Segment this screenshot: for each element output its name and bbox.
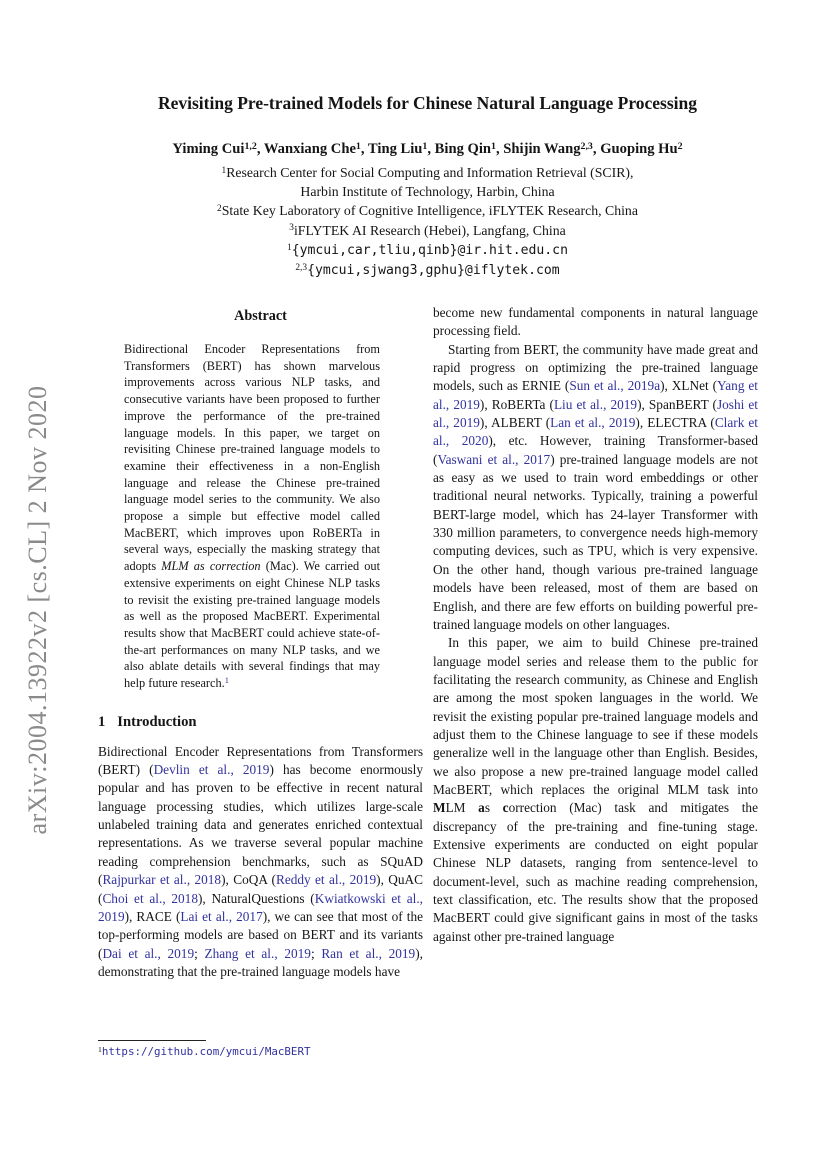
paper-title: Revisiting Pre-trained Models for Chinese Natural Language Processing [157,93,698,113]
text-segment: {ymcui,car,tliu,qinb}@ir.hit.edu.cn [291,242,568,258]
arxiv-watermark: arXiv:2004.13922v2 [cs.CL] 2 Nov 2020 [23,385,52,835]
citation-link[interactable]: Lai et al., 2017 [180,908,263,924]
text-segment: 2 [677,140,683,152]
right-paragraph-1 [433,304,758,341]
text-segment: a [478,800,485,816]
text-segment: ; [310,945,322,961]
right-column [433,304,758,946]
text-segment: Wanxiang Che [263,141,356,157]
citation-link[interactable]: Kwiatkowski et al., 2019 [98,890,423,924]
citation-link[interactable]: Joshi et al., 2019 [433,396,758,431]
text-segment: 2 [217,204,222,215]
text-segment: In this paper, we aim to build Chinese pre-trained language model series and release them to the public for facilitating the research community, as Chinese and English are among the most spoken languages in the world. We revisit the existing popular pre-trained language models and adjust them to the Chinese language to see if these models generalize well in the language other than English. Besides, we also propose a new pre-trained language model called MacBERT, which replaces the original MLM task into [433,635,758,797]
footnote-url-link[interactable]: https://github.com/ymcui/MacBERT [101,1045,311,1058]
text-segment: MLM as correction [161,559,261,574]
text-segment: 3 [289,223,294,234]
citation-link[interactable]: Lan et al., 2019 [550,415,636,431]
section-title: Introduction [117,713,197,730]
text-segment: 1 [491,140,496,152]
text-segment: c [502,800,509,816]
abstract-text [124,341,380,692]
citation-link[interactable]: Ran et al., 2019 [321,945,416,961]
text-segment: , [592,141,601,157]
right-paragraph-3 [433,634,758,946]
text-segment: ), we can see that most of the top-performing models are based on BERT and its variants ( [98,908,423,961]
text-segment: ), RACE ( [124,908,181,924]
footnote-rule [98,1040,206,1041]
affiliation-line-1 [97,163,758,182]
introduction-paragraph-1 [98,743,423,981]
text-segment: iFLYTEK AI Research (Hebei), Langfang, China [293,222,566,238]
citation-link[interactable]: Rajpurkar et al., 2018 [102,872,222,888]
text-segment: {ymcui,sjwang3,gphu}@iflytek.com [307,263,560,279]
citation-link[interactable]: Clark et al., 2020 [433,415,759,449]
citation-link[interactable]: Yang et al., 2019 [433,378,758,412]
citation-link[interactable]: Liu et al., 2019 [553,396,638,412]
text-segment: 1 [98,1044,102,1054]
text-segment: Starting from BERT, the community have made great and rapid progress on optimizing the pre-trained language models, such as ERNIE ( [433,341,758,394]
text-segment: ), ALBERT ( [479,415,551,431]
section-heading-introduction [98,714,423,731]
citation-link[interactable]: Reddy et al., 2019 [275,872,377,888]
text-segment: s [484,800,503,816]
text-segment: (Mac). We carried out extensive experiments on eight Chinese NLP tasks to revisit the existing pre-trained language models as well as the proposed MacBERT. Experimental results show that MacBERT could achieve state-of-the-art performances on many NLP tasks, and we also ablate details with several findings that may help future research. [124,559,380,691]
text-segment: M [433,800,446,816]
text-segment: , [360,141,368,157]
author-line [97,140,758,159]
left-column [98,304,423,981]
text-segment: 1 [422,140,428,152]
text-segment: ), XLNet ( [660,378,717,394]
text-segment: ), QuAC ( [98,872,423,906]
citation-link[interactable]: Dai et al., 2019 [102,945,195,961]
section-number: 1 [98,713,106,730]
text-segment: ; [194,945,205,961]
text-segment: ) has become enormously popular and has proven to be effective in recent natural language processing studies, which utilizes large-scale unlabeled training data and generates enriched contextual representations. As we traverse several popular machine reading comprehension benchmarks, such as SQuAD ( [98,762,423,888]
affiliation-line-3 [97,201,758,220]
text-segment: ), SpanBERT ( [637,396,717,412]
affiliation-line-4 [97,221,758,240]
text-segment: 1 [355,140,361,152]
text-segment: 1,2 [244,140,257,152]
text-segment: ), CoQA ( [221,872,276,888]
text-segment: Guoping Hu [600,141,678,157]
text-segment: Harbin Institute of Technology, Harbin, China [300,184,555,200]
text-segment: 1 [287,242,292,253]
text-segment: 2,3 [295,262,308,273]
citation-link[interactable]: Choi et al., 2018 [102,890,198,906]
text-segment: , [256,141,264,157]
text-segment: orrection (Mac) task and mitigates the discrepancy of the pre-training and fine-tuning stage. Extensive experiments are conducted on eight popular Chinese NLP datasets, ranging from sentence-level to document-level, such as machine reading comprehension, text classification, etc. The results show that the proposed MacBERT could give significant gains in most of the tasks against other pre-trained language [433,800,758,944]
right-paragraph-2 [433,341,758,635]
text-segment: ) pre-trained language models are not as easy as we used to train word embeddings or other traditional neural networks. Typically, training a powerful BERT-large model, which has 24-layer Transformer with 330 million parameters, to convergence needs high-memory computing devices, such as TPU, which is very expensive. On the other hand, though various pre-trained language models have been released, most of them are based on English, and there are few efforts on building powerful pre-trained language models on other languages. [433,451,758,632]
text-segment: Research Center for Social Computing and Information Retrieval (SCIR), [226,165,634,180]
text-segment: become new fundamental components in natural language processing field. [433,305,758,339]
text-segment: 2,3 [580,140,593,152]
text-segment: ), demonstrating that the pre-trained language models have [98,945,423,979]
text-segment: LM [445,800,479,816]
text-segment: Yiming Cui [172,141,245,157]
text-segment: ), NaturalQuestions ( [197,890,315,906]
affiliation-line-2 [97,182,758,201]
footnote-marker[interactable]: 1 [224,676,229,686]
text-segment: , [427,141,435,157]
text-segment: State Key Laboratory of Cognitive Intelligence, iFLYTEK Research, China [221,203,638,219]
citation-link[interactable]: Vaswani et al., 2017 [437,451,551,467]
abstract-heading: Abstract [234,308,287,324]
paper-header [97,0,758,280]
text-segment: Bidirectional Encoder Representations from Transformers (BERT) has shown marvelous improvements across various NLP tasks, and consecutive variants have been proposed to further improve the performance of the pre-trained language models. In this paper, we target on revisiting Chinese pre-trained language models to examine their effectiveness in a non-English language and release the Chinese pre-trained language model series to the community. We also propose a simple but effective model called MacBERT, which improves upon RoBERTa in several ways, especially the masking strategy that adopts [124,342,380,574]
text-segment: 1 [221,165,227,176]
text-segment: ), ELECTRA ( [635,415,715,431]
text-segment: Bing Qin [434,141,492,157]
citation-link[interactable]: Sun et al., 2019a [569,378,661,394]
footnote-text [98,1045,423,1059]
text-segment: ), RoBERTa ( [479,396,554,412]
text-segment: , [496,141,504,157]
affiliations [97,163,758,280]
text-segment: Bidirectional Encoder Representations from Transformers (BERT) ( [98,743,423,778]
text-segment: Ting Liu [367,141,423,157]
citation-link[interactable]: Devlin et al., 2019 [153,762,270,778]
footnote-block [98,1040,423,1059]
citation-link[interactable]: Zhang et al., 2019 [204,945,311,961]
email-line-1 [97,240,758,260]
text-segment: ), etc. However, training Transformer-based ( [433,433,758,467]
email-line-2 [97,260,758,280]
text-segment: Shijin Wang [503,141,581,157]
